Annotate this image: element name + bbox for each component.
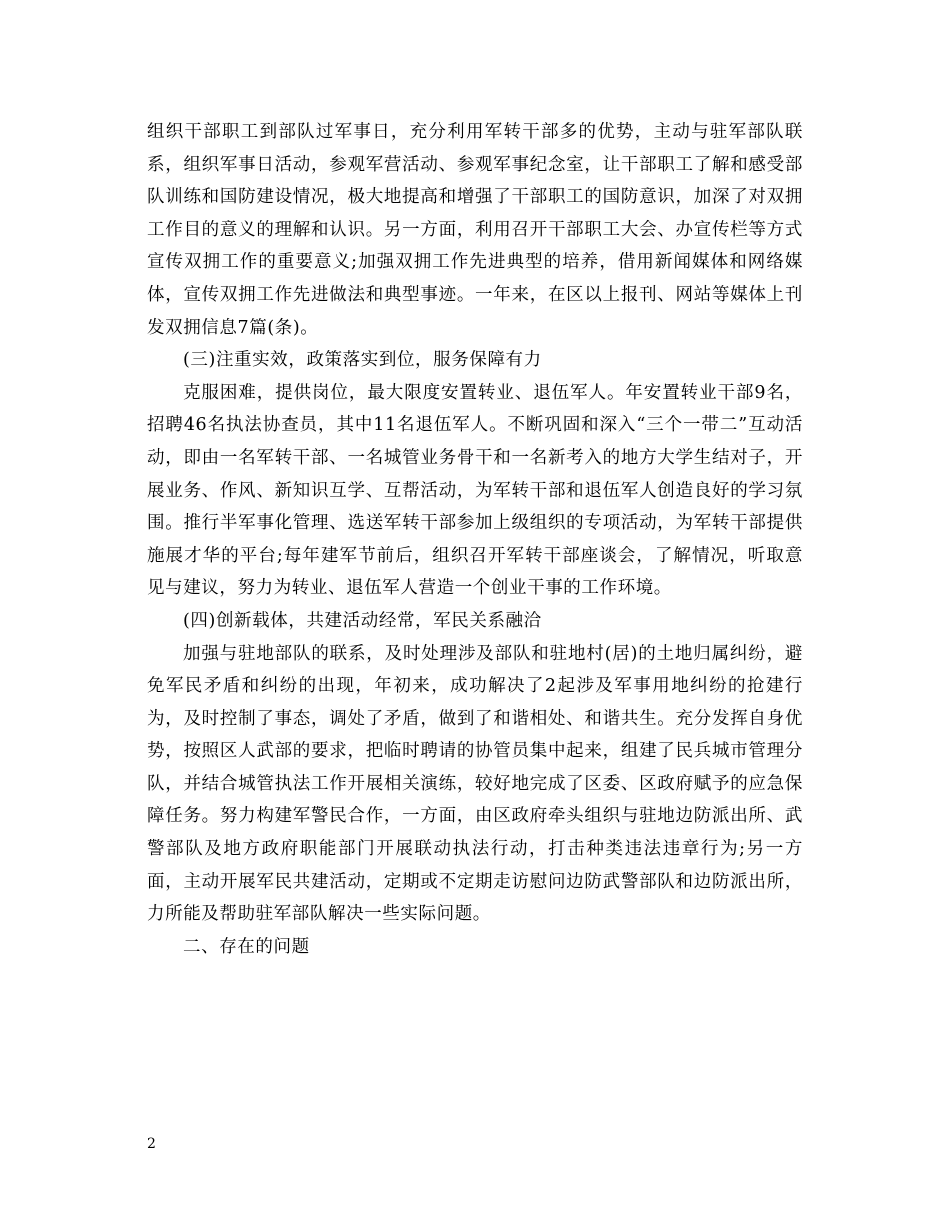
page-number: 2 bbox=[147, 1136, 156, 1152]
body-paragraph: 克服困难，提供岗位，最大限度安置转业、退伍军人。年安置转业干部9名，招聘46名执法协查员，其中11名退伍军人。不断巩固和深入“三个一带二”互动活动，即由一名军转干部、一名城管业务骨干和一名新考入的地方大学生结对子，开展业务、作风、新知识互学、互帮活动，为军转干部和退伍军人创造良好的学习氛围。推行半军事化管理、选送军转干部参加上级组织的专项活动，为军转干部提供施展才华的平台;每年建军节前后，组织召开军转干部座谈会，了解情况，听取意见与建议，努力为转业、退伍军人营造一个创业干事的工作环境。 bbox=[147, 382, 803, 599]
section-heading-three: (三)注重实效，政策落实到位，服务保障有力 bbox=[183, 350, 542, 371]
document-body bbox=[147, 116, 803, 963]
section-heading-four: (四)创新载体，共建活动经常，军民关系融洽 bbox=[183, 610, 542, 631]
section-heading-problems: 二、存在的问题 bbox=[183, 936, 310, 957]
body-paragraph: 组织干部职工到部队过军事日，充分利用军转干部多的优势，主动与驻军部队联系，组织军事日活动，参观军营活动、参观军事纪念室，让干部职工了解和感受部队训练和国防建设情况，极大地提高和增强了干部职工的国防意识，加深了对双拥工作目的意义的理解和认识。另一方面，利用召开干部职工大会、办宣传栏等方式宣传双拥工作的重要意义;加强双拥工作先进典型的培养，借用新闻媒体和网络媒体，宣传双拥工作先进做法和典型事迹。一年来，在区以上报刊、网站等媒体上刊发双拥信息7篇(条)。 bbox=[147, 122, 803, 338]
body-paragraph: 加强与驻地部队的联系，及时处理涉及部队和驻地村(居)的土地归属纠纷，避免军民矛盾和纠纷的出现，年初来，成功解决了2起涉及军事用地纠纷的抢建行为，及时控制了事态，调处了矛盾，做到了和谐相处、和谐共生。充分发挥自身优势，按照区人武部的要求，把临时聘请的协管员集中起来，组建了民兵城市管理分队，并结合城管执法工作开展相关演练，较好地完成了区委、区政府赋予的应急保障任务。努力构建军警民合作，一方面，由区政府牵头组织与驻地边防派出所、武警部队及地方政府职能部门开展联动执法行动，打击种类违法违章行为;另一方面，主动开展军民共建活动，定期或不定期走访慰问边防武警部队和边防派出所，力所能及帮助驻军部队解决一些实际问题。 bbox=[147, 643, 803, 925]
